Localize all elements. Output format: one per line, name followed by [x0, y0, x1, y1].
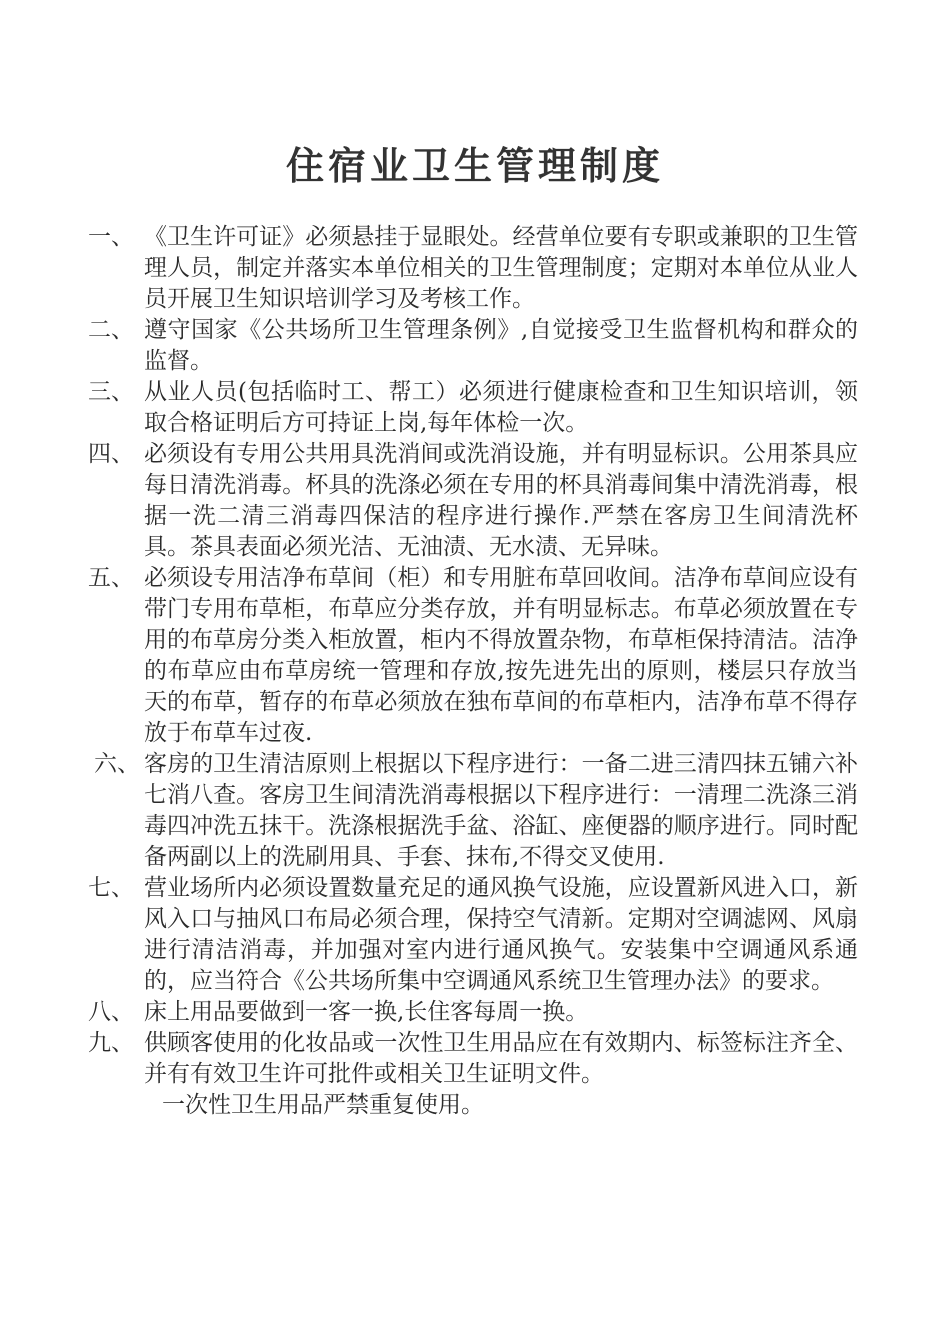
clause-6 [88, 749, 858, 873]
clause-text: 床上用品要做到一客一换,长住客每周一换。 [144, 999, 589, 1025]
clause-7 [88, 873, 858, 997]
clause-text: 遵守国家《公共场所卫生管理条例》,自觉接受卫生监督机构和群众的监督。 [144, 317, 858, 374]
clause-1 [88, 222, 858, 315]
clause-text: 从业人员(包括临时工、帮工）必须进行健康检查和卫生知识培训，领取合格证明后方可持证上岗,每年体检一次。 [144, 379, 858, 436]
clause-number: 五、 [88, 565, 134, 591]
clause-text: 供顾客使用的化妆品或一次性卫生用品应在有效期内、标签标注齐全、并有有效卫生许可批件或相关卫生证明文件。 [144, 1030, 858, 1087]
clause-text: 《卫生许可证》必须悬挂于显眼处。经营单位要有专职或兼职的卫生管理人员，制定并落实本单位相关的卫生管理制度；定期对本单位从业人员开展卫生知识培训学习及考核工作。 [144, 224, 858, 312]
clause-8 [88, 997, 858, 1028]
clause-text: 营业场所内必须设置数量充足的通风换气设施，应设置新风进入口，新风入口与抽风口布局必须合理，保持空气清新。定期对空调滤网、风扇进行清洁消毒，并加强对室内进行通风换气。安装集中空调通风系通的，应当符合《公共场所集中空调通风系统卫生管理办法》的要求。 [144, 875, 858, 994]
clause-text: 必须设有专用公共用具洗消间或洗消设施，并有明显标识。公用茶具应每日清洗消毒。杯具的洗涤必须在专用的杯具消毒间集中清洗消毒，根据一洗二清三消毒四保洁的程序进行操作.严禁在客房卫生间清洗杯具。茶具表面必须光洁、无油渍、无水渍、无异味。 [144, 441, 858, 560]
clause-9-continuation: 一次性卫生用品严禁重复使用。 [162, 1092, 484, 1118]
clause-number: 四、 [88, 441, 134, 467]
page-title: 住宿业卫生管理制度 [285, 143, 664, 188]
clause-number: 二、 [88, 317, 134, 343]
clause-number: 九、 [88, 1030, 134, 1056]
clause-number: 六、 [94, 751, 140, 777]
clause-number: 八、 [88, 999, 134, 1025]
clause-2 [88, 315, 858, 377]
clause-number: 七、 [88, 875, 134, 901]
clause-number: 三、 [88, 379, 134, 405]
clause-list [88, 222, 858, 1121]
clause-number: 一、 [88, 224, 134, 250]
clause-text: 客房的卫生清洁原则上根据以下程序进行：一备二进三清四抹五铺六补七消八查。客房卫生间清洗消毒根据以下程序进行：一清理二洗涤三消毒四冲洗五抹干。洗涤根据洗手盆、浴缸、座便器的顺序进行。同时配备两副以上的洗刷用具、手套、抹布,不得交叉使用. [144, 751, 858, 870]
clause-5 [88, 563, 858, 749]
clause-4 [88, 439, 858, 563]
clause-text: 必须设专用洁净布草间（柜）和专用脏布草回收间。洁净布草间应设有带门专用布草柜，布草应分类存放，并有明显标志。布草必须放置在专用的布草房分类入柜放置，柜内不得放置杂物，布草柜保持清洁。洁净的布草应由布草房统一管理和存放,按先进先出的原则，楼层只存放当天的布草，暂存的布草必须放在独布草间的布草柜内，洁净布草不得存放于布草车过夜. [144, 565, 858, 746]
clause-3 [88, 377, 858, 439]
clause-9 [88, 1028, 858, 1090]
